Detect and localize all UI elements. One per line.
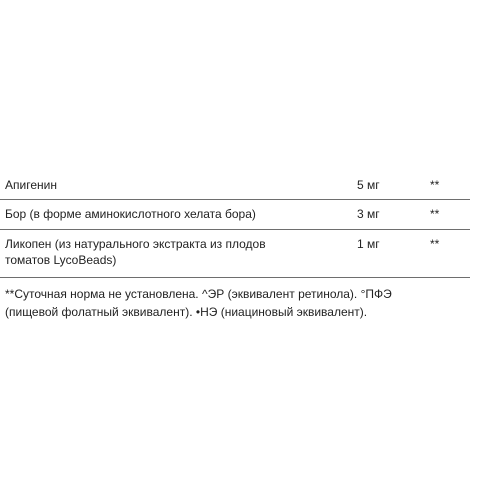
nutrient-amount: 1 мг [357,237,380,251]
table-row [0,200,470,230]
nutrient-table [0,171,470,278]
nutrient-amount: 3 мг [357,207,380,221]
nutrient-name: Апигенин [5,178,57,192]
table-row [0,171,470,200]
nutrient-daily-value: ** [430,237,440,251]
nutrient-name: Ликопен (из натурального экстракта из плодов томатов LycoBeads) [5,237,266,267]
nutrient-daily-value: ** [430,207,440,221]
nutrient-amount: 5 мг [357,178,380,192]
nutrient-name: Бор (в форме аминокислотного хелата бора) [5,207,256,221]
nutrient-daily-value: ** [430,178,440,192]
table-row [0,230,470,278]
footnote-text: **Суточная норма не установлена. ^ЭР (эквивалент ретинола). °ПФЭ (пищевой фолатный эквивалент). •НЭ (ниациновый эквивалент). [5,287,392,319]
